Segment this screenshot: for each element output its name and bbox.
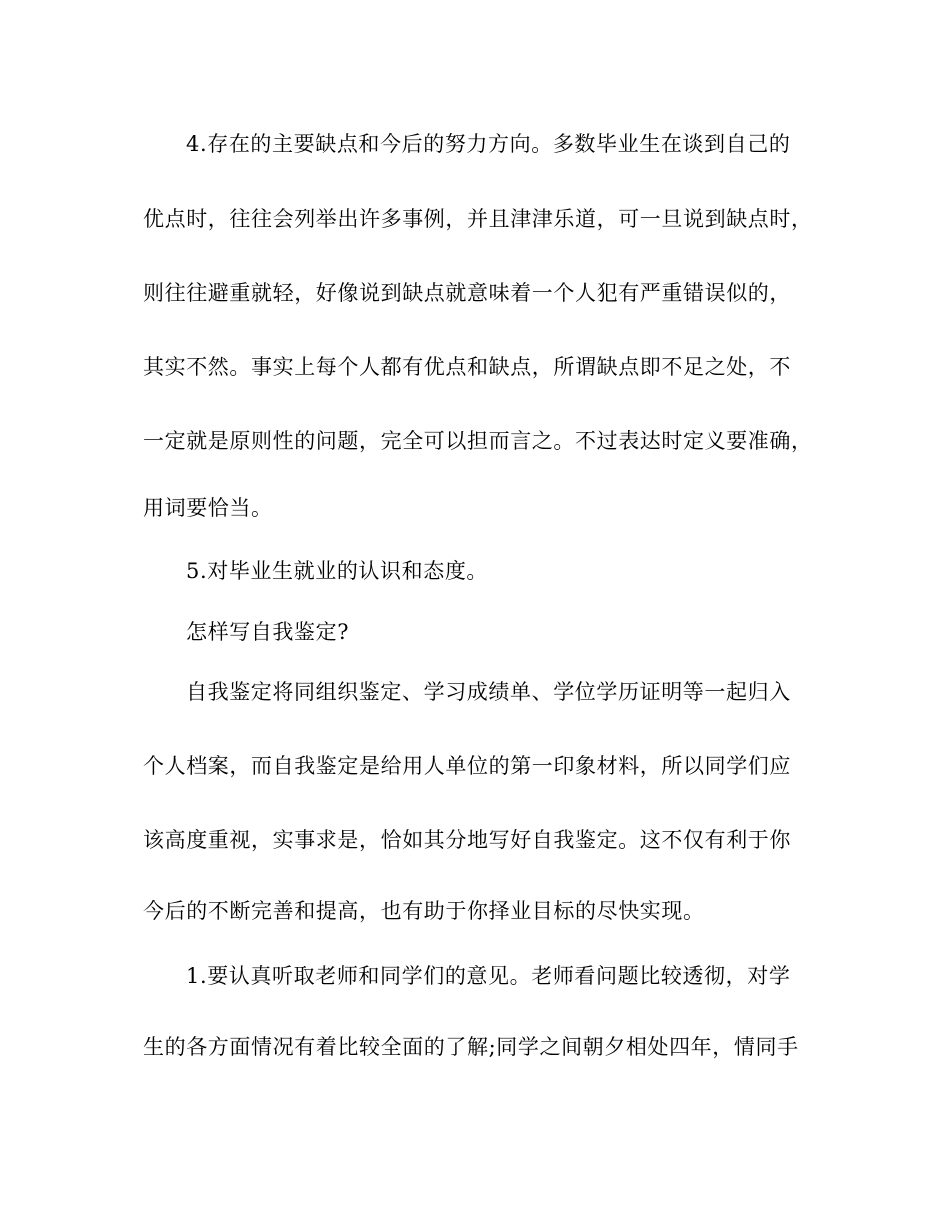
- paragraph-line: 自我鉴定将同组织鉴定、学习成绩单、学位学历证明等一起归入: [186, 680, 791, 704]
- paragraph-line: 用词要恰当。: [143, 496, 273, 520]
- paragraph-line: 4.存在的主要缺点和今后的努力方向。多数毕业生在谈到自己的: [186, 132, 791, 156]
- paragraph-line: 5.对毕业生就业的认识和态度。: [186, 559, 489, 583]
- paragraph-line: 个人档案，而自我鉴定是给用人单位的第一印象材料，所以同学们应: [143, 754, 791, 778]
- paragraph-line: 优点时，往往会列举出许多事例，并且津津乐道，可一旦说到缺点时，: [143, 207, 813, 231]
- paragraph-line: 则往往避重就轻，好像说到缺点就意味着一个人犯有严重错误似的，: [143, 281, 791, 305]
- section-heading: 怎样写自我鉴定?: [186, 620, 350, 644]
- paragraph-line: 1.要认真听取老师和同学们的意见。老师看问题比较透彻，对学: [186, 964, 791, 988]
- paragraph-line: 生的各方面情况有着比较全面的了解;同学之间朝夕相处四年，情同手: [143, 1035, 799, 1059]
- paragraph-line: 今后的不断完善和提高，也有助于你择业目标的尽快实现。: [143, 899, 705, 923]
- paragraph-line: 其实不然。事实上每个人都有优点和缺点，所谓缺点即不足之处，不: [143, 355, 791, 379]
- paragraph-line: 该高度重视，实事求是，恰如其分地写好自我鉴定。这不仅有利于你: [143, 828, 791, 852]
- paragraph-line: 一定就是原则性的问题，完全可以担而言之。不过表达时定义要准确，: [143, 429, 813, 453]
